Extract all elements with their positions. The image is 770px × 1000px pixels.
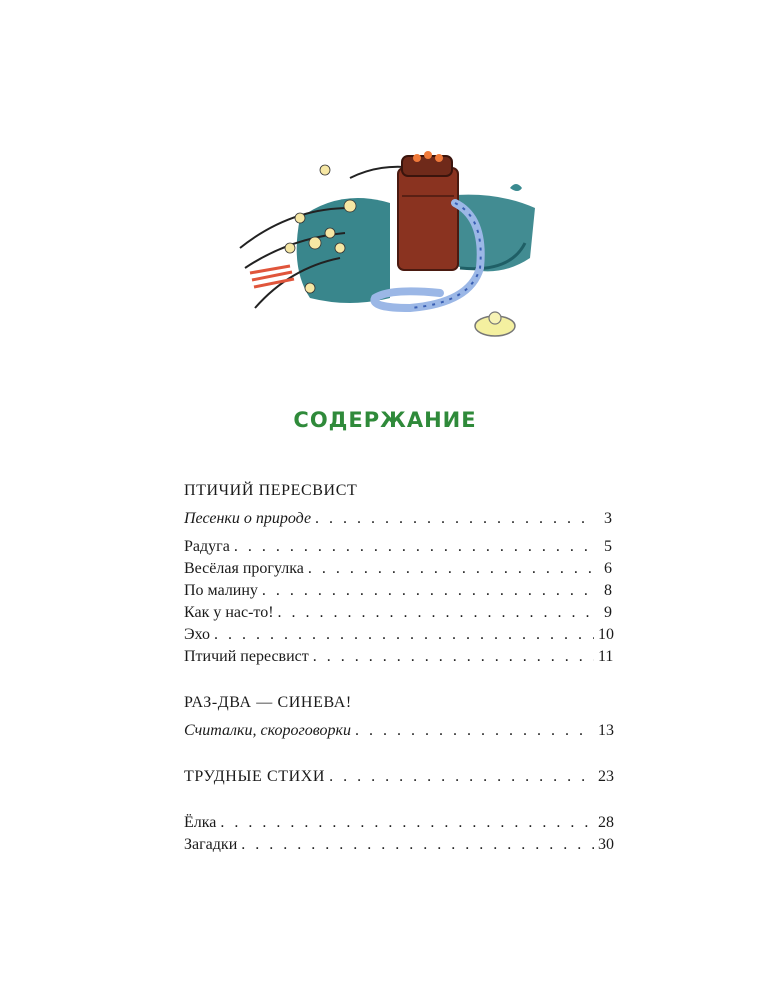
toc-entry-label: Весёлая прогулка: [184, 560, 304, 577]
dot-leader: [262, 580, 594, 602]
toc-entry[interactable]: [184, 558, 612, 580]
toc-entry[interactable]: [184, 508, 612, 530]
toc-page-number: 13: [598, 722, 614, 739]
dot-leader: [329, 766, 594, 788]
toc-page-number: 10: [598, 626, 614, 643]
toc-entry[interactable]: [184, 766, 612, 788]
toc-entry-label: Эхо: [184, 626, 210, 643]
dot-leader: [220, 812, 594, 834]
toc-entry[interactable]: [184, 646, 612, 668]
toc-page-number: 23: [598, 768, 614, 785]
toc-entry-label: Радуга: [184, 538, 230, 555]
toc-entry-label: Как у нас-то!: [184, 604, 274, 621]
toc-page-number: 11: [598, 648, 614, 665]
toc-page-number: 9: [604, 604, 612, 621]
toc-page-number: 28: [598, 814, 614, 831]
dot-leader: [278, 602, 594, 624]
toc-page-number: 3: [604, 510, 612, 527]
dot-leader: [313, 646, 594, 668]
toc-entry[interactable]: [184, 834, 612, 856]
toc-entry-label: ТРУДНЫЕ СТИХИ: [184, 768, 326, 785]
section-title: ПТИЧИЙ ПЕРЕСВИСТ: [184, 482, 358, 499]
toc-entry[interactable]: [184, 624, 612, 646]
toc-page-number: 30: [598, 836, 614, 853]
toc-entry-label: Считалки, скороговорки: [184, 722, 351, 739]
toc-entry[interactable]: [184, 812, 612, 834]
toc-entry[interactable]: [184, 602, 612, 624]
dot-leader: [308, 558, 594, 580]
dot-leader: [241, 834, 594, 856]
toc-entry[interactable]: [184, 720, 612, 742]
toc-entry[interactable]: [184, 580, 612, 602]
toc-entry-label: Загадки: [184, 836, 238, 853]
dot-leader: [315, 508, 594, 530]
dot-leader: [214, 624, 594, 646]
toc-page-number: 5: [604, 538, 612, 555]
table-of-contents: [184, 480, 612, 856]
toc-page-number: 6: [604, 560, 612, 577]
toc-entry-label: Птичий пересвист: [184, 648, 309, 665]
toc-entry-label: Песенки о природе: [184, 510, 312, 527]
dot-leader: [234, 536, 594, 558]
dot-leader: [355, 720, 594, 742]
jar-with-flowers-and-ribbon-illustration: [230, 148, 550, 348]
toc-entry-label: По малину: [184, 582, 258, 599]
toc-page-number: 8: [604, 582, 612, 599]
contents-heading: СОДЕРЖАНИЕ: [293, 408, 477, 432]
toc-entry[interactable]: [184, 536, 612, 558]
toc-entry-label: Ёлка: [184, 814, 217, 831]
section-title: РАЗ-ДВА — СИНЕВА!: [184, 694, 352, 711]
